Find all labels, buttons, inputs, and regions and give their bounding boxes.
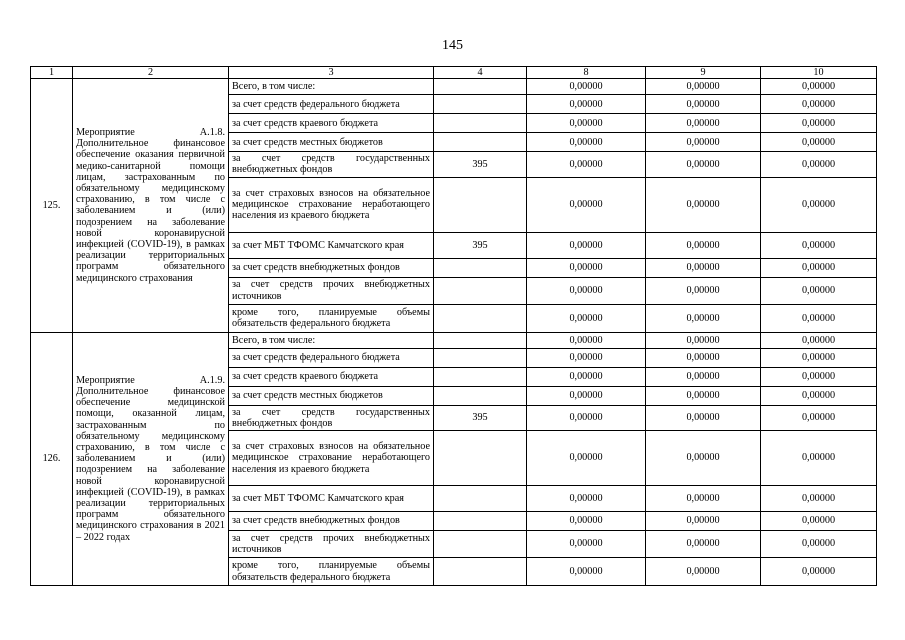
- value-col-10: 0,00000: [761, 133, 877, 152]
- header-col-3: 3: [229, 67, 434, 79]
- funding-source-label: кроме того, планируемые объемы обязательств федерального бюджета: [229, 558, 434, 586]
- funding-source-label: за счет средств местных бюджетов: [229, 133, 434, 152]
- value-col-9: 0,00000: [646, 348, 761, 367]
- value-col-8: 0,00000: [527, 512, 646, 531]
- budget-code: 395: [434, 152, 527, 177]
- header-col-9: 9: [646, 67, 761, 79]
- funding-source-label: за счет страховых взносов на обязательное медицинское страхование неработающего населения из краевого бюджета: [229, 431, 434, 486]
- value-col-9: 0,00000: [646, 304, 761, 332]
- value-col-10: 0,00000: [761, 386, 877, 405]
- value-col-8: 0,00000: [527, 386, 646, 405]
- value-col-9: 0,00000: [646, 512, 761, 531]
- value-col-9: 0,00000: [646, 79, 761, 95]
- budget-code: [434, 95, 527, 114]
- value-col-10: 0,00000: [761, 114, 877, 133]
- header-col-1: 1: [31, 67, 73, 79]
- value-col-10: 0,00000: [761, 177, 877, 232]
- value-col-8: 0,00000: [527, 431, 646, 486]
- value-col-8: 0,00000: [527, 332, 646, 348]
- funding-source-label: за счет средств краевого бюджета: [229, 367, 434, 386]
- value-col-9: 0,00000: [646, 386, 761, 405]
- funding-source-label: Всего, в том числе:: [229, 332, 434, 348]
- value-col-10: 0,00000: [761, 152, 877, 177]
- budget-code: [434, 558, 527, 586]
- value-col-10: 0,00000: [761, 232, 877, 258]
- value-col-9: 0,00000: [646, 232, 761, 258]
- page-number: 145: [442, 38, 463, 53]
- value-col-9: 0,00000: [646, 277, 761, 304]
- value-col-10: 0,00000: [761, 512, 877, 531]
- budget-code: 395: [434, 405, 527, 430]
- value-col-9: 0,00000: [646, 367, 761, 386]
- table-row: [31, 332, 877, 348]
- value-col-9: 0,00000: [646, 405, 761, 430]
- budget-code: [434, 531, 527, 558]
- value-col-8: 0,00000: [527, 348, 646, 367]
- funding-source-label: за счет средств местных бюджетов: [229, 386, 434, 405]
- funding-source-label: за счет средств внебюджетных фондов: [229, 512, 434, 531]
- value-col-10: 0,00000: [761, 431, 877, 486]
- value-col-8: 0,00000: [527, 367, 646, 386]
- value-col-10: 0,00000: [761, 367, 877, 386]
- value-col-8: 0,00000: [527, 79, 646, 95]
- budget-code: [434, 133, 527, 152]
- funding-source-label: за счет средств государственных внебюджетных фондов: [229, 405, 434, 430]
- table-body: [31, 79, 877, 586]
- value-col-8: 0,00000: [527, 277, 646, 304]
- value-col-10: 0,00000: [761, 405, 877, 430]
- funding-source-label: кроме того, планируемые объемы обязательств федерального бюджета: [229, 304, 434, 332]
- value-col-8: 0,00000: [527, 558, 646, 586]
- budget-code: [434, 177, 527, 232]
- value-col-10: 0,00000: [761, 531, 877, 558]
- value-col-9: 0,00000: [646, 258, 761, 277]
- value-col-8: 0,00000: [527, 152, 646, 177]
- measure-description: Мероприятие А.1.9. Дополнительное финансовое обеспечение медицинской помощи, оказанной лицам, застрахованным по обязательному медицинскому страхованию, в том числе с заболеванием и (или) подозрением на заболевание новой коронавирусной инфекцией (COVID-19), в рамках реализации территориальных программ обязательного медицинского страхования в 2021 – 2022 годах: [73, 332, 229, 585]
- budget-code: 395: [434, 232, 527, 258]
- header-row: [31, 67, 877, 79]
- value-col-8: 0,00000: [527, 177, 646, 232]
- header-col-8: 8: [527, 67, 646, 79]
- funding-source-label: за счет средств прочих внебюджетных источников: [229, 277, 434, 304]
- value-col-8: 0,00000: [527, 114, 646, 133]
- budget-code: [434, 332, 527, 348]
- value-col-10: 0,00000: [761, 304, 877, 332]
- value-col-9: 0,00000: [646, 431, 761, 486]
- value-col-9: 0,00000: [646, 95, 761, 114]
- value-col-10: 0,00000: [761, 332, 877, 348]
- budget-code: [434, 79, 527, 95]
- value-col-9: 0,00000: [646, 133, 761, 152]
- value-col-8: 0,00000: [527, 486, 646, 512]
- table-row: [31, 79, 877, 95]
- header-col-4: 4: [434, 67, 527, 79]
- budget-code: [434, 386, 527, 405]
- value-col-10: 0,00000: [761, 277, 877, 304]
- funding-source-label: за счет страховых взносов на обязательное медицинское страхование неработающего населения из краевого бюджета: [229, 177, 434, 232]
- budget-code: [434, 367, 527, 386]
- value-col-8: 0,00000: [527, 258, 646, 277]
- budget-table: [30, 66, 877, 586]
- funding-source-label: за счет средств прочих внебюджетных источников: [229, 531, 434, 558]
- funding-source-label: за счет средств государственных внебюджетных фондов: [229, 152, 434, 177]
- header-col-10: 10: [761, 67, 877, 79]
- row-number: 126.: [31, 332, 73, 585]
- value-col-8: 0,00000: [527, 304, 646, 332]
- value-col-10: 0,00000: [761, 558, 877, 586]
- value-col-9: 0,00000: [646, 332, 761, 348]
- budget-code: [434, 431, 527, 486]
- measure-description: Мероприятие А.1.8. Дополнительное финансовое обеспечение оказания первичной медико-санитарной помощи лицам, застрахованным по обязательному медицинскому страхованию, в том числе с заболеванием и (или) подозрением на заболевание новой коронавирусной инфекцией (COVID-19), в рамках реализации территориальных программ обязательного медицинского страхования: [73, 79, 229, 332]
- budget-code: [434, 258, 527, 277]
- funding-source-label: Всего, в том числе:: [229, 79, 434, 95]
- value-col-10: 0,00000: [761, 79, 877, 95]
- funding-source-label: за счет МБТ ТФОМС Камчатского края: [229, 486, 434, 512]
- value-col-8: 0,00000: [527, 531, 646, 558]
- value-col-9: 0,00000: [646, 486, 761, 512]
- budget-code: [434, 304, 527, 332]
- value-col-9: 0,00000: [646, 531, 761, 558]
- value-col-10: 0,00000: [761, 348, 877, 367]
- value-col-10: 0,00000: [761, 258, 877, 277]
- value-col-8: 0,00000: [527, 95, 646, 114]
- funding-source-label: за счет средств краевого бюджета: [229, 114, 434, 133]
- row-number: 125.: [31, 79, 73, 332]
- header-col-2: 2: [73, 67, 229, 79]
- value-col-8: 0,00000: [527, 232, 646, 258]
- budget-code: [434, 277, 527, 304]
- budget-code: [434, 512, 527, 531]
- value-col-10: 0,00000: [761, 95, 877, 114]
- value-col-10: 0,00000: [761, 486, 877, 512]
- value-col-9: 0,00000: [646, 114, 761, 133]
- value-col-8: 0,00000: [527, 405, 646, 430]
- value-col-9: 0,00000: [646, 177, 761, 232]
- funding-source-label: за счет МБТ ТФОМС Камчатского края: [229, 232, 434, 258]
- budget-code: [434, 486, 527, 512]
- funding-source-label: за счет средств внебюджетных фондов: [229, 258, 434, 277]
- budget-code: [434, 348, 527, 367]
- budget-code: [434, 114, 527, 133]
- value-col-9: 0,00000: [646, 558, 761, 586]
- funding-source-label: за счет средств федерального бюджета: [229, 348, 434, 367]
- funding-source-label: за счет средств федерального бюджета: [229, 95, 434, 114]
- value-col-9: 0,00000: [646, 152, 761, 177]
- value-col-8: 0,00000: [527, 133, 646, 152]
